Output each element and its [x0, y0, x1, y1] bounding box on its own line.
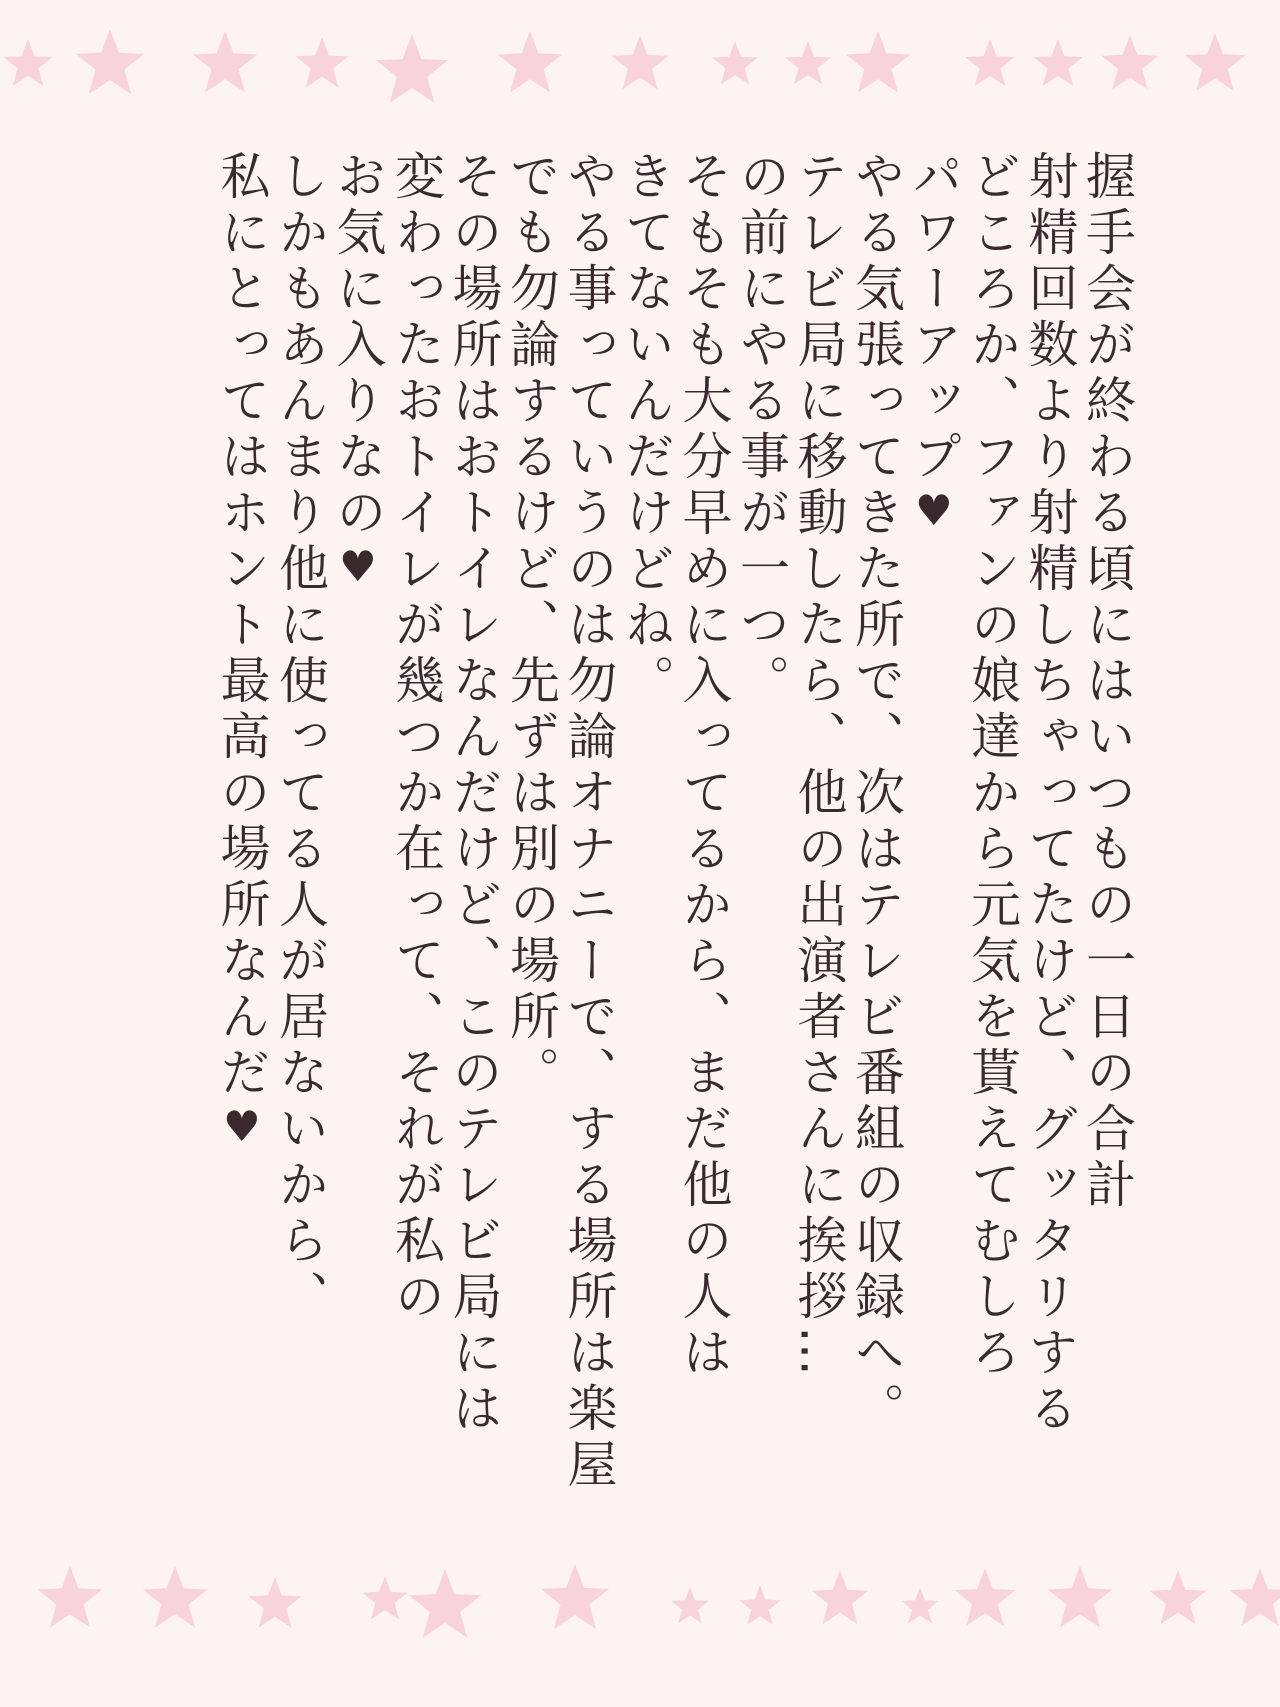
bottom-star-icon-1 — [38, 1566, 103, 1628]
decorative-stars-bottom — [0, 1545, 1280, 1655]
letter-line-12: その場所はおトイレなんだけど、このテレビ局には — [444, 150, 503, 1438]
top-star-icon-4 — [295, 37, 348, 88]
stars-bottom-graphic — [0, 1545, 1280, 1655]
letter-line-13: 変わったおトイレが幾つか在って、それが私の — [387, 150, 445, 1326]
bottom-star-icon-7 — [671, 1587, 709, 1623]
letter-line-2: 射精回数より射精しちゃってたけど、グッタリする — [1020, 150, 1079, 1438]
bottom-star-icon-5 — [409, 1569, 481, 1638]
letter-line-4 — [904, 150, 963, 1480]
letter-line-15: しかもあんまり他に使ってる人が居ないから、 — [271, 150, 329, 1326]
heart-icon: ♥ — [217, 1102, 267, 1157]
top-star-icon-9 — [785, 41, 831, 84]
letter-line-10: やる事っていうのは勿論オナニーで、する場所は楽屋 — [559, 150, 618, 1494]
handwritten-letter — [212, 150, 1136, 1494]
top-star-icon-1 — [3, 39, 52, 86]
top-star-icon-5 — [376, 34, 448, 103]
top-star-icon-6 — [498, 31, 563, 93]
top-star-icon-12 — [1033, 39, 1082, 86]
letter-line-14 — [328, 150, 387, 1480]
bottom-star-icon-2 — [143, 1566, 208, 1628]
letter-line-9: きてないんだけどね。 — [617, 150, 675, 710]
letter-line-11: でも勿論するけど、先ずは別の場所。 — [502, 150, 560, 1102]
letter-line-1: 握手会が終わる頃にはいつもの一日の合計 — [1078, 150, 1136, 1214]
bottom-star-icon-6 — [541, 1564, 609, 1629]
bottom-star-icon-11 — [955, 1568, 1016, 1626]
top-star-icon-3 — [193, 31, 258, 93]
bottom-star-icon-14 — [1230, 1568, 1280, 1626]
bottom-star-icon-8 — [739, 1585, 781, 1625]
bottom-star-icon-4 — [362, 1576, 408, 1619]
bottom-star-icon-13 — [1150, 1570, 1207, 1624]
heart-icon: ♥ — [333, 542, 383, 597]
letter-line-6: テレビ局に移動したら、他の出演者さんに挨拶… — [789, 150, 848, 1382]
top-star-icon-7 — [612, 35, 669, 89]
bottom-star-icon-3 — [248, 1577, 301, 1628]
decorative-stars-top — [0, 10, 1280, 120]
top-star-icon-13 — [1102, 35, 1159, 89]
letter-line-7: の前にやる事が一つ。 — [732, 150, 790, 710]
top-star-icon-2 — [76, 29, 144, 94]
letter-line-3: どころか、ファンの娘達から元気を貰えてむしろ — [963, 150, 1021, 1382]
stars-top-graphic — [0, 10, 1280, 120]
letter-line-5: やる気張ってきた所で、次はテレビ番組の収録へ。 — [847, 150, 905, 1438]
top-star-icon-10 — [846, 31, 911, 93]
top-star-icon-11 — [965, 39, 1014, 86]
letter-line-16-text: 私にとってはホント最高の場所なんだ — [212, 150, 271, 1102]
letter-line-4-text: パワーアップ — [904, 150, 963, 486]
top-star-icon-8 — [712, 41, 758, 84]
bottom-star-icon-10 — [901, 1587, 939, 1623]
letter-line-14-text: お気に入りなの — [328, 150, 387, 542]
bottom-star-icon-9 — [812, 1570, 869, 1624]
letter-line-8: そもそも大分早めに入ってるから、まだ他の人は — [674, 150, 733, 1382]
heart-icon: ♥ — [909, 486, 959, 541]
letter-line-16 — [212, 150, 271, 1480]
bottom-star-icon-12 — [1048, 1566, 1113, 1628]
top-star-icon-14 — [1185, 33, 1246, 91]
